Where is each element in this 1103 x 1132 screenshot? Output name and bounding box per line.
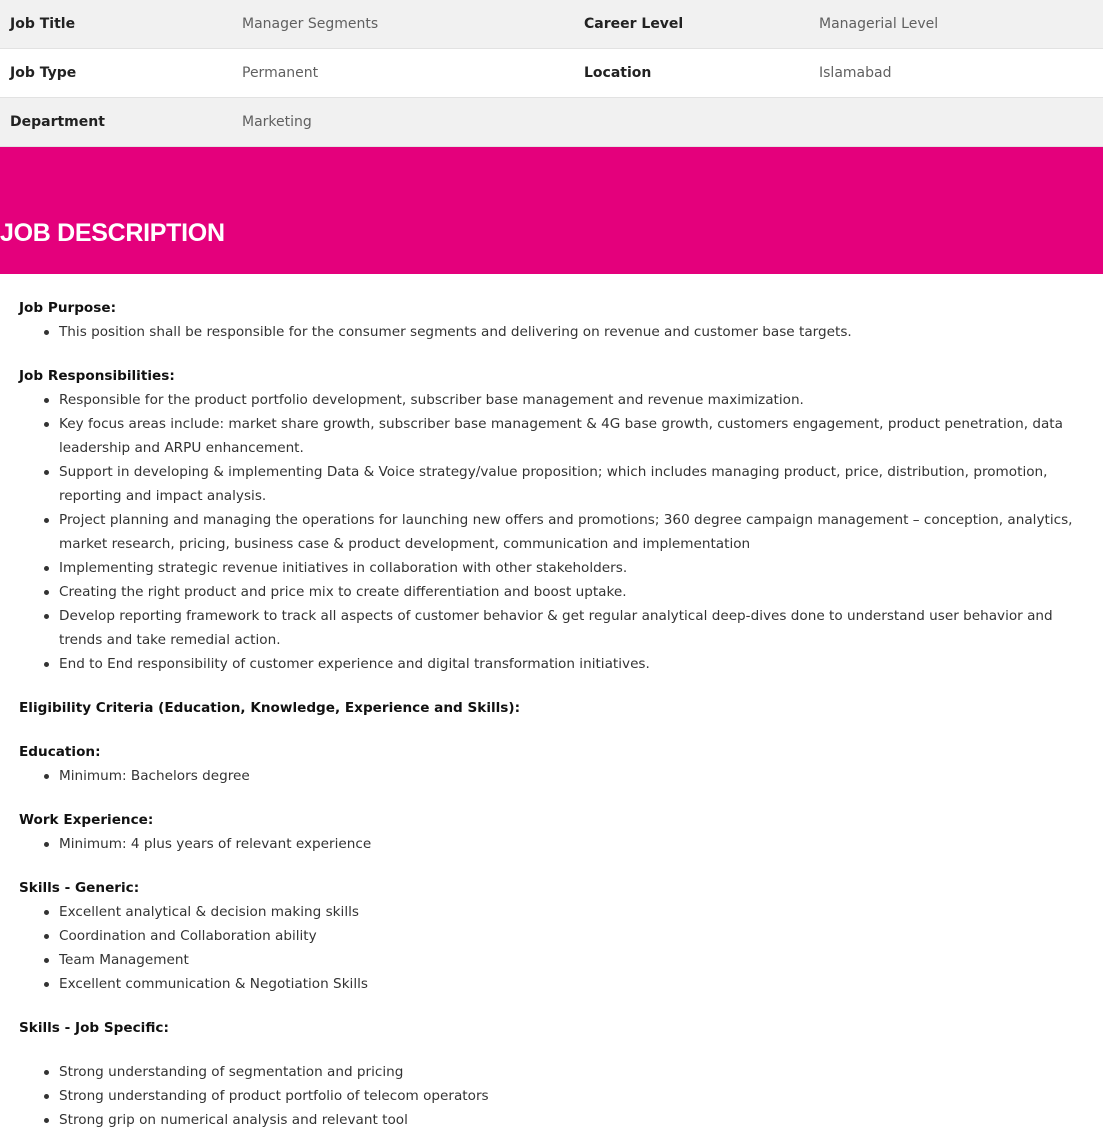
career-level-label: Career Level (574, 0, 809, 49)
skills-generic-list (19, 900, 1099, 996)
job-title-label: Job Title (0, 0, 232, 49)
job-info-row (0, 49, 1103, 98)
work-experience-list (19, 832, 1099, 856)
list-item: Team Management (59, 948, 1099, 972)
job-info-table (0, 0, 1103, 147)
list-item: This position shall be responsible for the consumer segments and delivering on revenue and customer base targets. (59, 320, 1099, 344)
job-purpose-heading: Job Purpose: (19, 300, 117, 316)
location-label: Location (574, 49, 809, 98)
job-purpose-list (19, 320, 1099, 344)
education-list (19, 764, 1099, 788)
list-item: Strong understanding of product portfolio of telecom operators (59, 1084, 1099, 1108)
list-item: Coordination and Collaboration ability (59, 924, 1099, 948)
list-item: Creating the right product and price mix to create differentiation and boost uptake. (59, 580, 1099, 604)
work-experience-heading: Work Experience: (19, 812, 154, 828)
job-description-banner (0, 147, 1103, 274)
list-item: Minimum: 4 plus years of relevant experience (59, 832, 1099, 856)
list-item: Responsible for the product portfolio development, subscriber base management and revenue maximization. (59, 388, 1099, 412)
list-item: Excellent communication & Negotiation Skills (59, 972, 1099, 996)
empty-label (574, 98, 809, 147)
responsibilities-heading: Job Responsibilities: (19, 368, 175, 384)
education-heading: Education: (19, 744, 101, 760)
list-item: End to End responsibility of customer experience and digital transformation initiatives. (59, 652, 1099, 676)
list-item: Strong grip on numerical analysis and relevant tool (59, 1108, 1099, 1132)
responsibilities-list (19, 388, 1099, 676)
job-info-row (0, 98, 1103, 147)
list-item: Minimum: Bachelors degree (59, 764, 1099, 788)
skills-generic-heading: Skills - Generic: (19, 880, 140, 896)
list-item: Support in developing & implementing Data & Voice strategy/value proposition; which includes managing product, price, distribution, promotion, reporting and impact analysis. (59, 460, 1099, 508)
career-level-value: Managerial Level (809, 0, 1103, 49)
skills-specific-heading: Skills - Job Specific: (19, 1020, 169, 1036)
eligibility-heading: Eligibility Criteria (Education, Knowledge, Experience and Skills): (19, 700, 521, 716)
job-type-label: Job Type (0, 49, 232, 98)
job-description-content (19, 296, 1099, 1132)
job-title-value: Manager Segments (232, 0, 574, 49)
empty-value (809, 98, 1103, 147)
list-item: Project planning and managing the operations for launching new offers and promotions; 360 degree campaign management – conception, analytics, market research, pricing, business case & product development, communication and implementation (59, 508, 1099, 556)
banner-title: JOB DESCRIPTION (0, 219, 225, 247)
list-item: Excellent analytical & decision making skills (59, 900, 1099, 924)
location-value: Islamabad (809, 49, 1103, 98)
list-item: Implementing strategic revenue initiatives in collaboration with other stakeholders. (59, 556, 1099, 580)
job-info-row (0, 0, 1103, 49)
skills-specific-list (19, 1060, 1099, 1132)
list-item: Key focus areas include: market share growth, subscriber base management & 4G base growth, customers engagement, product penetration, data leadership and ARPU enhancement. (59, 412, 1099, 460)
department-value: Marketing (232, 98, 574, 147)
list-item: Develop reporting framework to track all aspects of customer behavior & get regular analytical deep-dives done to understand user behavior and trends and take remedial action. (59, 604, 1099, 652)
job-type-value: Permanent (232, 49, 574, 98)
list-item: Strong understanding of segmentation and pricing (59, 1060, 1099, 1084)
department-label: Department (0, 98, 232, 147)
